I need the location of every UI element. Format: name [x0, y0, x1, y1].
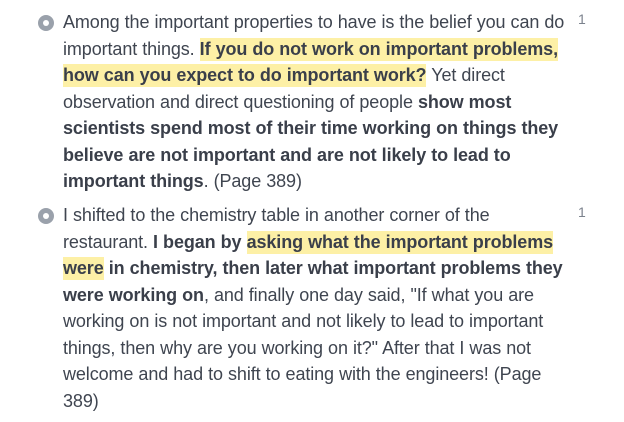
highlight-text[interactable] — [63, 9, 571, 195]
highlight-count[interactable]: 1 — [578, 11, 586, 27]
text-segment: , and finally one day said, "If what you are working on is not important and not likely to lead to important things, then why are you working on it?" After that I was not welcome and had to shift to eating with the engineers! (Page 389) — [63, 284, 544, 411]
bold-segment: show most scientists spend most of their time working on things they believe are not important and are not likely to lead to important things — [63, 91, 559, 191]
text-segment: I shifted to the chemistry table in another corner of the restaurant. — [63, 205, 490, 252]
text-segment: . (Page 389) — [203, 171, 302, 191]
highlight-text[interactable] — [63, 202, 571, 414]
text-segment: Among the important properties to have is the belief you can do important things. — [63, 12, 565, 59]
bullet-icon — [38, 208, 54, 224]
text-segment: Yet direct observation and direct questioning of people — [63, 65, 505, 112]
bold-segment: in chemistry, then later what important problems they were working on — [63, 258, 563, 305]
highlighted-bold-segment: asking what the important problems were — [63, 231, 554, 278]
bullet-icon — [38, 15, 54, 31]
highlighted-bold-segment: If you do not work on important problems, how can you expect to do important work? — [63, 38, 558, 85]
highlight-count[interactable]: 1 — [578, 204, 586, 220]
bold-segment: I began by — [153, 231, 247, 252]
